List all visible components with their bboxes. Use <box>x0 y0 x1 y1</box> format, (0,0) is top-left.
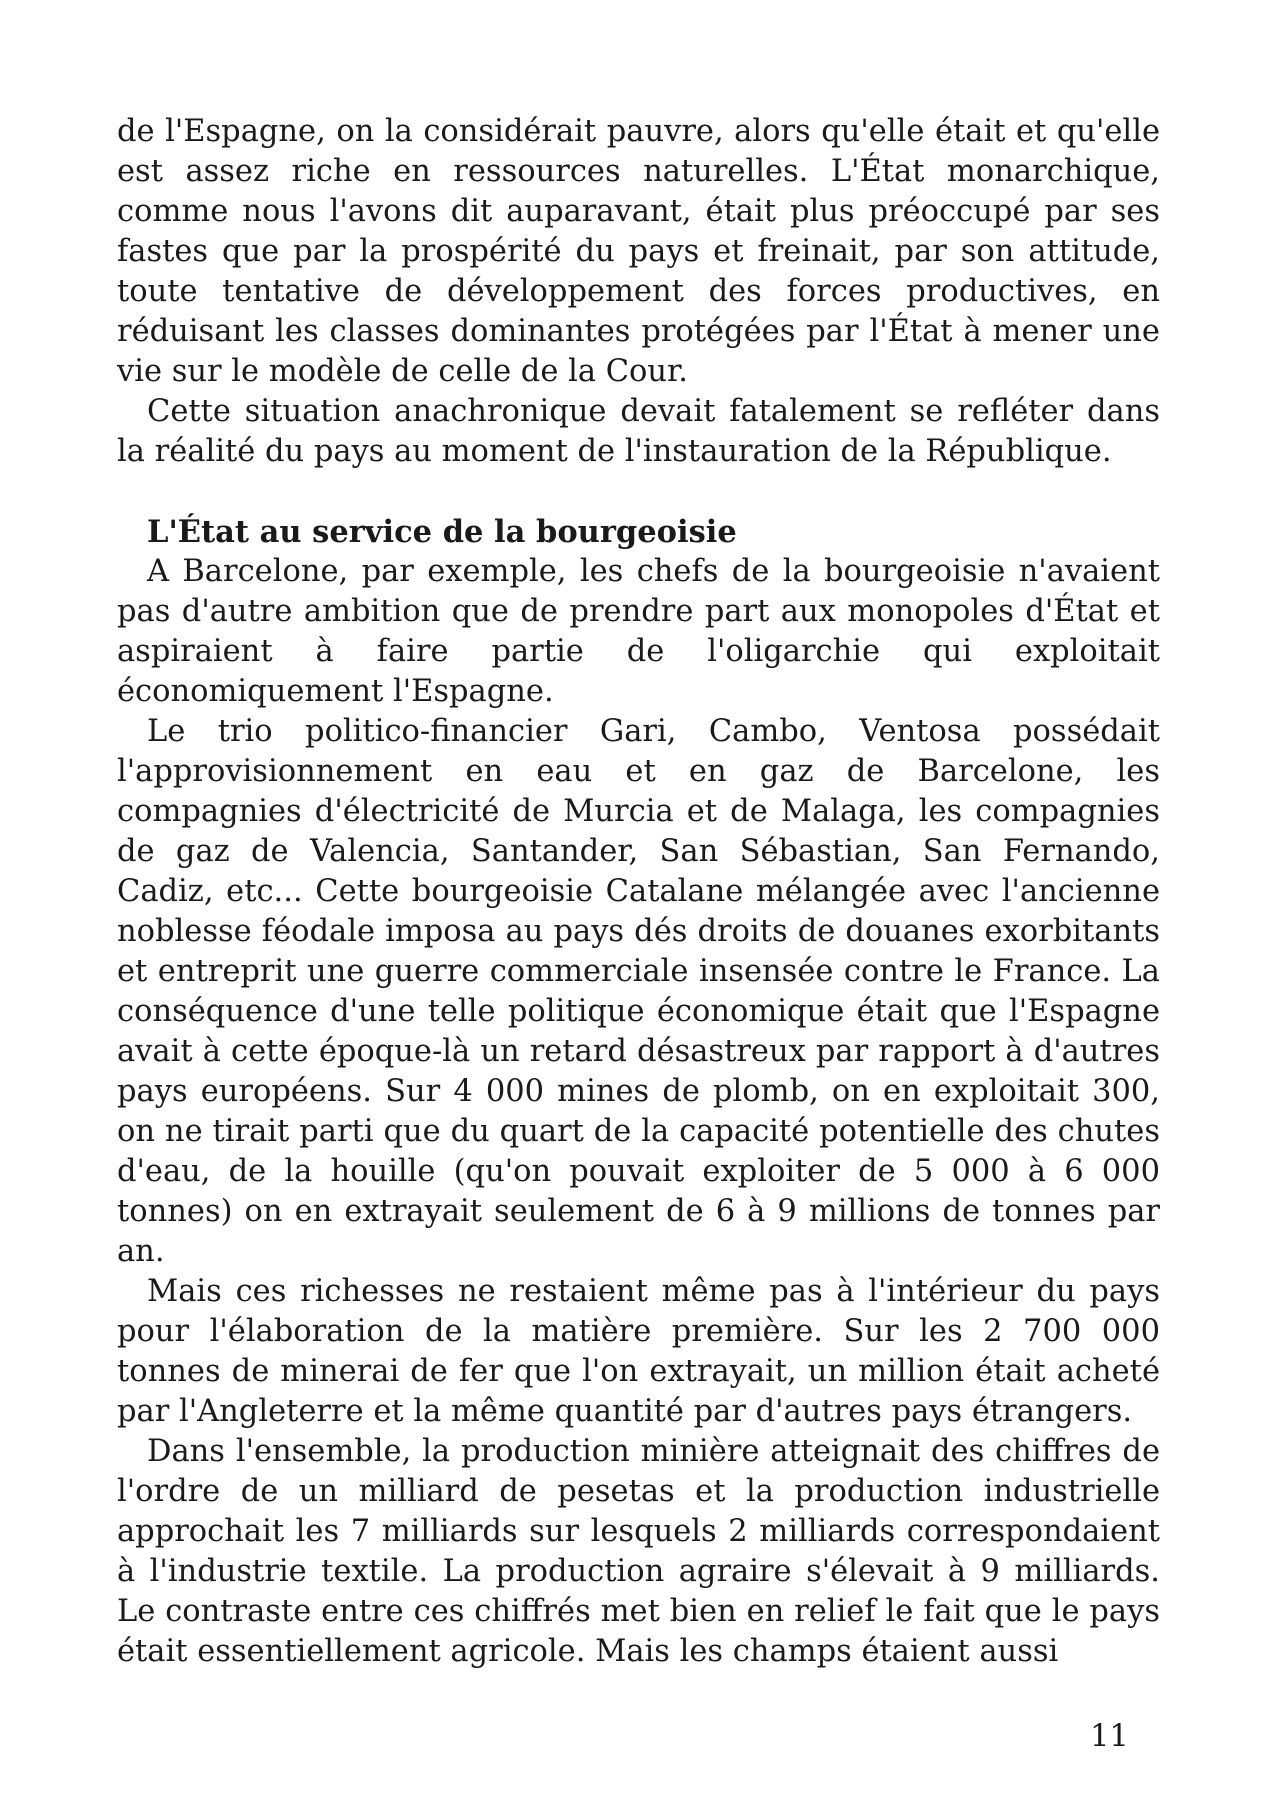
paragraph-anachronistic-situation: Cette situation anachronique devait fatalement se refléter dans la réalité du pays au moment de l'instauration de la République. <box>117 394 1160 469</box>
page-body <box>117 112 1160 1672</box>
paragraph-continuation: de l'Espagne, on la considérait pauvre, alors qu'elle était et qu'elle est assez riche en ressources naturelles. L'État monarchique, comme nous l'avons dit auparavant, était plus préoccupé par ses fastes que par la prospérité du pays et freinait, par son attitude, toute tentative de développement des forces productives, en réduisant les classes dominantes protégées par l'État à mener une vie sur le modèle de celle de la Cour. <box>117 114 1160 389</box>
paragraph-richesses: Mais ces richesses ne restaient même pas à l'intérieur du pays pour l'élaboration de la matière première. Sur les 2 700 000 tonnes de minerai de fer que l'on extrayait, un million était acheté par l'Angleterre et la même quantité par d'autres pays étrangers. <box>117 1274 1160 1429</box>
section-heading: L'État au service de la bourgeoisie <box>147 514 737 550</box>
page-number: 11 <box>1090 1719 1129 1754</box>
paragraph-ensemble: Dans l'ensemble, la production minière atteignait des chiffres de l'ordre de un milliard de pesetas et la production industrielle approchait les 7 milliards sur lesquels 2 milliards correspondaient à l'industrie textile. La production agraire s'élevait à 9 milliards. Le contraste entre ces chiffrés met bien en relief le fait que le pays était essentiellement agricole. Mais les champs étaient aussi <box>117 1434 1160 1669</box>
paragraph-trio: Le trio politico-financier Gari, Cambo, Ventosa possédait l'approvisionnement en eau et en gaz de Barcelone, les compagnies d'électricité de Murcia et de Malaga, les compagnies de gaz de Valencia, Santander, San Sébastian, San Fernando, Cadiz, etc... Cette bourgeoisie Catalane mélangée avec l'ancienne noblesse féodale imposa au pays dés droits de douanes exorbitants et entreprit une guerre commerciale insensée contre le France. La conséquence d'une telle politique économique était que l'Espagne avait à cette époque-là un retard désastreux par rapport à d'autres pays européens. Sur 4 000 mines de plomb, on en exploitait 300, on ne tirait parti que du quart de la capacité potentielle des chutes d'eau, de la houille (qu'on pouvait exploiter de 5 000 à 6 000 tonnes) on en extrayait seulement de 6 à 9 millions de tonnes par an. <box>117 714 1160 1269</box>
paragraph-barcelone: A Barcelone, par exemple, les chefs de la bourgeoisie n'avaient pas d'autre ambition que de prendre part aux monopoles d'État et aspiraient à faire partie de l'oligarchie qui exploitait économiquement l'Espagne. <box>117 554 1160 709</box>
